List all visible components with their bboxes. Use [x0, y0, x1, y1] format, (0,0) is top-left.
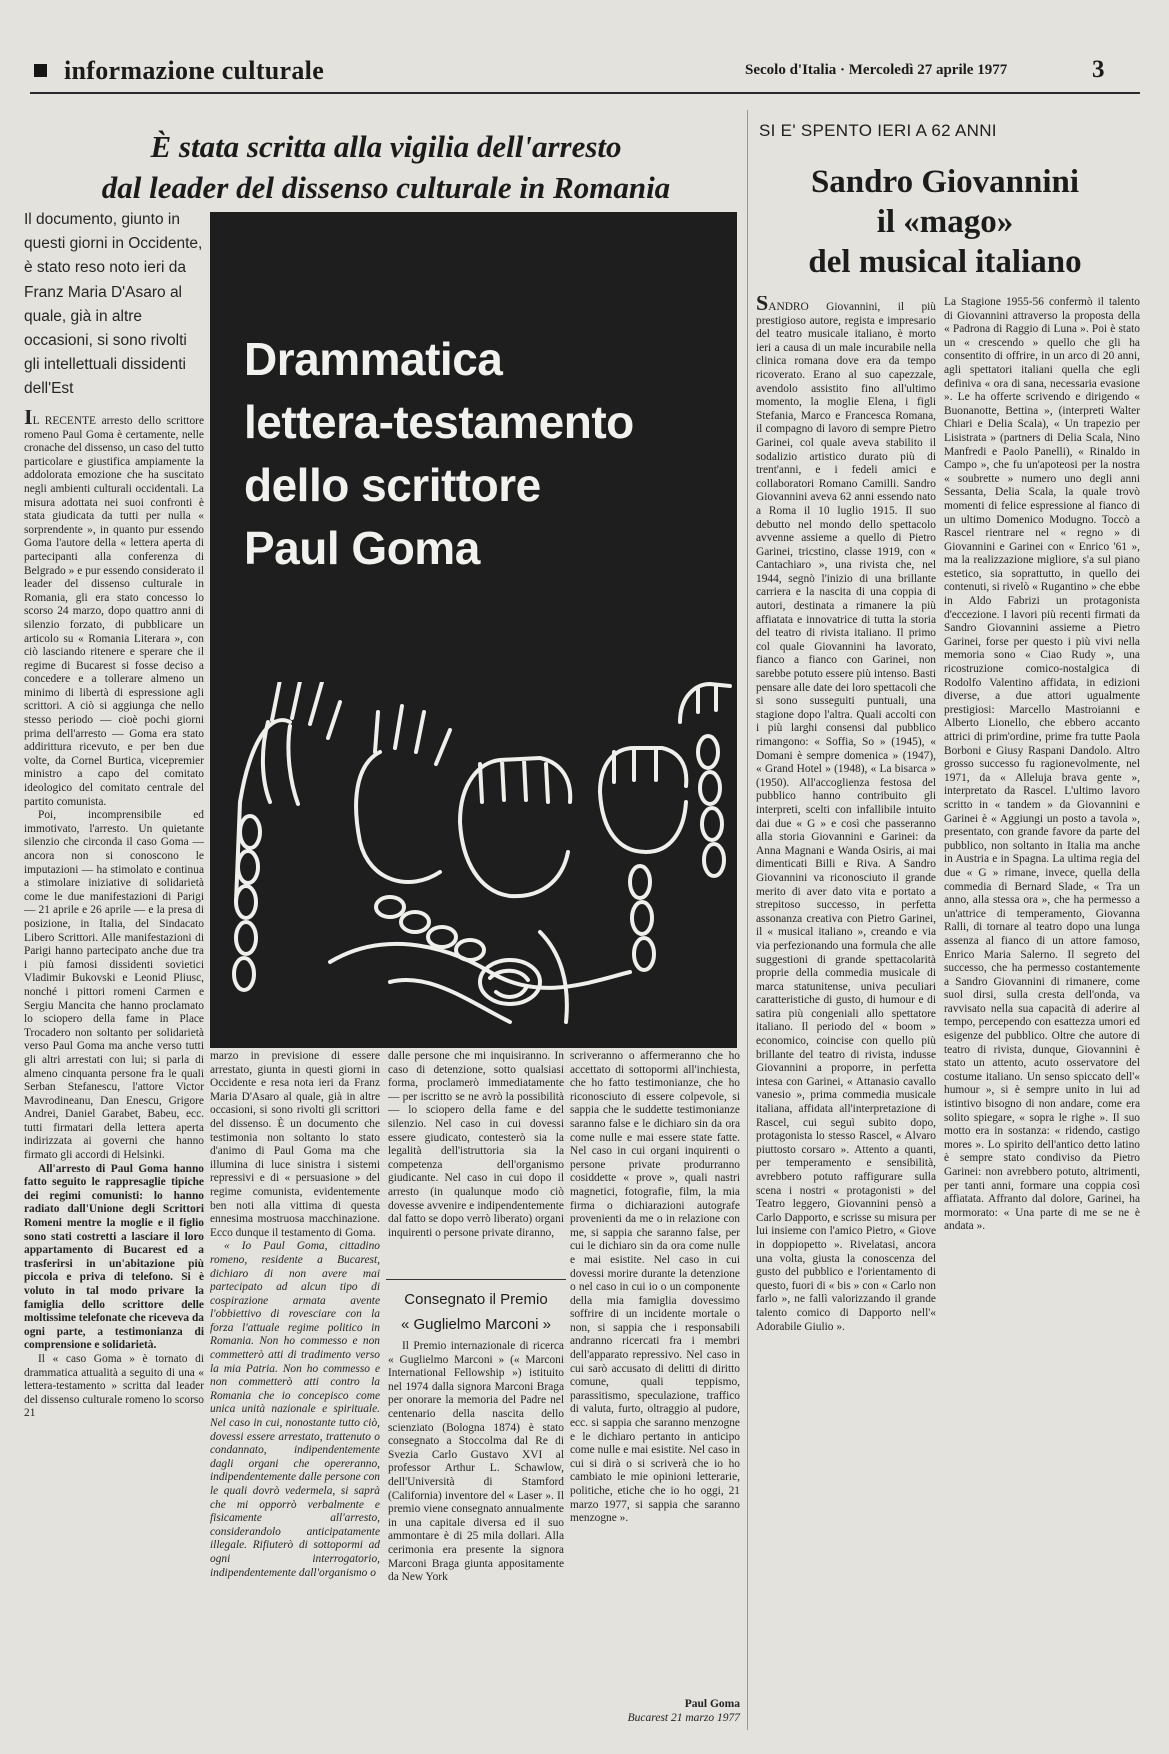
- giovannini-col1-para: [756, 296, 936, 1334]
- poster-title-line: Paul Goma: [244, 522, 480, 574]
- goma-headline: [36, 126, 736, 208]
- chained-hands-drawing: [210, 682, 737, 1048]
- goma-column-2: [210, 1050, 380, 1740]
- giovannini-headline-line: del musical italiano: [808, 244, 1082, 280]
- drop-cap: S: [756, 296, 769, 315]
- poster-title-line: Drammatica: [244, 333, 503, 385]
- signature-name: Paul Goma: [684, 1698, 740, 1710]
- section-name: informazione culturale: [64, 56, 325, 85]
- goma-col3-para: dalle persone che mi inquisiranno. In caso di detenzione, sotto qualsiasi forma, proclamerò immediatamente — per iscritto se ne avrò la possibilità — lo sciopero della fame e del silenzio. Nel caso in cui dovessi essere giudicato, contesterò sia la legalità dell'istruttoria sia la competenza dell'organismo giudicante. Nel caso in cui dopo il arresto (in qualunque modo ciò dovesse avvenire e indipendentemente dal fatto se dopo verrò liberato) organi inquirenti o persone private diranno,: [388, 1050, 564, 1239]
- poster-title-line: lettera-testamento: [244, 396, 634, 448]
- goma-col1-para: All'arresto di Paul Goma hanno fatto seguito le rappresaglie tipiche dei regimi comunisti: lo hanno radiato dall'Unione degli Scrittori Romeni mentre la moglie e il figlio sono stati costretti a lasciare il loro appartamento di Bucarest ed a trasferirsi in un'abitazione più piccola e priva di telefono. Si è voluto in tal modo privare la famiglia dello scrittore delle moltissime telefonate che riceveva da ogni parte, a testimonianza di comprensione e solidarietà.: [24, 1162, 204, 1352]
- marconi-box-rule: [386, 1279, 566, 1280]
- page-number: 3: [1092, 56, 1105, 83]
- marconi-para: Il Premio internazionale di ricerca « Guglielmo Marconi » (« Marconi International Fellowship ») istituito nel 1974 dalla signora Marconi Braga per onorare la memoria del Padre nel centenario della nascita dello scienziato (Bologna 1874) è stato consegnato a Stoccolma dal Re di Svezia Carlo Gustavo XVI al professor Arthur L. Schawlow, dell'Università di Stamford (California) inventore del « Laser ». Il premio viene consegnato annualmente in una capitale diversa ed il suo ammontare è di 25 mila dollari. Alla cerimonia era presente la signora Marconi Braga giunta appositamente da New York: [388, 1340, 564, 1584]
- marconi-body: [388, 1340, 564, 1740]
- goma-col1-para: Il « caso Goma » è tornato di drammatica attualità a seguito di una « lettera-testamento » scritta dal leader del dissenso culturale romeno lo scorso 21: [24, 1352, 204, 1420]
- goma-col1-text: L RECENTE arresto dello scrittore romeno Paul Goma è certamente, nelle cronache del dissenso, un caso del tutto particolare e giustifica ampiamente la addolorata emozione che ha suscitato negli ambienti culturali occidentali. La misura adottata nei suoi confronti è stata giudicata da tutti per nulla « sorprendente », in quanto pur essendo Goma l'autore della « lettera aperta di partecipanti alla conferenza di Belgrado » e pur essendo considerato il leader del dissenso culturale in Romania, gli era stato concesso lo scorso 24 marzo, dopo quattro anni di silenzio forzato, di pubblicare un articolo su « Romania Literara », con ciò lasciando ritenere e sperare che il regime di Bucarest si fosse deciso a concedere e a tollerare almeno un minimo di libertà di espressione agli scrittori. A ciò si aggiunga che nello stesso periodo — cioè pochi giorni prima dell'arresto — Goma era stato addirittura ricevuto, e per ben due volte, da Cornel Burtica, vicepremier ministro a capo del comitato ideologico del comitato centrale del partito comunista.: [24, 415, 204, 808]
- giovannini-column-1: [756, 296, 936, 1748]
- giovannini-headline-line: Sandro Giovannini: [810, 164, 1080, 200]
- marconi-heading-line1: Consegnato il Premio: [404, 1291, 548, 1308]
- poster-title: [244, 328, 724, 580]
- giovannini-column-2: [944, 296, 1140, 1748]
- marconi-heading: [388, 1287, 564, 1337]
- column-divider: [747, 110, 748, 1730]
- goma-headline-line1: È stata scritta alla vigilia dell'arresto: [150, 129, 622, 164]
- giovannini-col1-text: ANDRO Giovannini, il più prestigioso autore, regista e impresario del teatro musicale italiano, è morto ieri a causa di un male incurabile nella clinica romana dove era da tempo ricoverato. Erano al suo capezzale, avendolo assistito fino all'ultimo momento, la moglie Elena, i figli Stefania, Marco e Francesca Romana, il compagno di lavoro di sempre Pietro Garinei, col quale aveva stabilito il sodalizio artistico durato più di trent'anni, e i fedeli amici e collaboratori Romano Camilli. Sandro Giovannini aveva 62 anni essendo nato a Roma il 10 luglio 1915. Il suo debutto nel mondo dello spettacolo avvenne assieme a quello di Pietro Garinei, tricstino, classe 1919, con « Cantachiaro », una rivista che, nel 1944, segnò l'inizio di una brillante carriera e la nascita di una coppia di autori, destinata a rimanere la più affiatata e innovatrice di tutta la storia del teatro di rivista italiano. Il primo col quale Giovannini ha lavorato, fianco a fianco con Garinei, non sarebbe potuto essere più intenso. Basti pensare alle date dei loro spettacoli che si sono susseguiti puntuali, una stagione dopo l'altra. Quali accolti con i più larghi consensi dal pubblico rimangono: « Soffia, So » (1945), « Domani è sempre domenica » (1947), « Grand Hotel » (1948), « La bisarca » (1950). All'accoglienza festosa del pubblico hanno contribuito gli interpreti, scelti con infallibile intuito dai due « G » e così che passeranno alla storia Giovannini e Garinei: da Anna Magnani e Wanda Osiris, ai mai dimenticati Billi e Riva. A Sandro Giovannini va riconosciuto il grande merito di aver dato vita e portato a strepitoso successo, in perfetta assonanza creativa con Pietro Garinei, il « musical italiano », creando e via via perfezionando una formula che alle suggestioni di grande spettacolarità proprie della commedia musicale di marca statunitense, univa peculiari caratteristiche di gusto, di humour e di satira più congeniali allo spettatore italiano. Il periodo del « boom » economico, coincise con quello più brillante del teatro di rivista, indusse Giovannini a proporre, in perfetta intesa con Garinei, « Attanasio cavallo vanesio », prima commedia musicale italiana, affidata all'interpretazione di Rascel, cui seguì subito dopo, protagonista lo stesso Rascel, « Alvaro piuttosto corsaro ». Attento a quanti, per temperamento e sensibilità, avrebbero potuto raffigurare sulla scena i nostri « protagonisti » del Teatro leggero, Giovannini pensò a Carlo Dapporto, e scrisse su misura per lui insieme con l'amico Pietro, « Giove in doppiopetto ». Rivelatasi, ancora una volta, giusta la conoscenza del gusto del pubblico e l'orientamento di questo, fuori di « bis » con « Carlo non farlo », ne fallì valorizzando il grande talento comico di Dapporto nell'« Adorabile Giulio ».: [756, 301, 936, 1333]
- drop-cap: I: [24, 410, 33, 429]
- giovannini-col2-para: La Stagione 1955-56 confermò il talento di Giovannini attraverso la proposta della « Padrona di Raggio di Luna ». Poi è stato un « crescendo » quello che gli ha consentito di offrire, in un arco di 20 anni, agli spettatori italiani quella che egli definiva « ora di sana, necessaria evasione ». Le ha offerte scrivendo e dirigendo « Buonanotte, Bettina », (interpreti Walter Chiari e Delia Scala), « Un trapezio per Lisistrata » (partners di Delia Scala, Nino Manfredi e Paolo Panelli), « Rinaldo in Campo », che fu un'apoteosi per la nostra « soubrette » numero uno degli anni Sessanta, Delia Scala, la quale trovò momenti di felice espressione al fianco di un ultimo Domenico Modugno. Toccò a Rascel rientrare nel « regno » di Giovannini e Garinei con « Enrico '61 », ma la realizzazione migliore, s'a sul piano estetico, sia soprattutto, in quello dei contenuti, si rivelò « Rugantino » che ebbe in Aldo Fabrizi un protagonista d'eccezione. I lavori più recenti firmati da Sandro Giovannini assieme a Pietro Garinei, forse per questo i più vivi nella memoria sono « Ciao Rudy », una ricostruzione comico-nostalgica di Rodolfo Valentino affidata, in edizioni diverse, a due attori ugualmente prestigiosi: Marcello Mastroianni e Alberto Lionello, che ebbero accanto attrici di prim'ordine, prime fra tutte Paola Borboni e Giusy Raspani Dandolo. Altro grosso successo fu ragionevolmente, nel 1971, da « Alleluja brava gente », interpretato da Rascel. L'ultimo lavoro scritto in « tandem » da Giovannini e Garinei è « Aggiungi un posto a tavola », presentato, con grande favore da parte del pubblico, non soltanto in Italia ma anche in Austria e in Spagna. La ultima regia del due « G » rimane, invece, quella della commedia di Bernard Slade, « Tra un anno, alla stessa ora », che ha permesso a un'attrice di temperamento, Giovanna Ralli, di tornare al teatro dopo una lunga assenza al fianco di un attore famoso, Enrico Maria Salerno. Il segreto del successo, che ha permesso costantemente a Sandro Giovannini di rimanere, come suol dirsi, sulla cresta dell'onda, va ravvisato nella sua capacità di aderire al tempo, percependo con esattezza umori ed esigenze del pubblico. Oltre che autore di teatro di rivista, dunque, Giovannini è stato un attento, acuto osservatore del costume italiano. Un senso spiccato dell'« humour », si è sempre unito in lui ad istintivo bisogno di non andare, come era solito spiegare, « sopra le righe ». Il suo motto era in sostanza: « ridendo, castigo mores ». Lo spirito dell'antico detto latino è sempre stato condiviso da Pietro Garinei: non avrebbero potuto, altrimenti, per tanti anni, formare una coppia così affiatata. Affranto dal dolore, Garinei, ha mormorato: « Una parte di me se ne è andata ».: [944, 296, 1140, 1233]
- goma-intro: Il documento, giunto in questi giorni in Occidente, è stato reso noto ieri da Franz Maria D'Asaro al quale, già in altre occasioni, si sono rivolti gli intellettuali dissidenti dell'Est: [24, 211, 203, 398]
- goma-column-1: [24, 410, 204, 1746]
- goma-col1-para: [24, 410, 204, 809]
- giovannini-headline: [760, 162, 1130, 282]
- goma-column-4: [570, 1050, 740, 1690]
- goma-signature: [560, 1697, 740, 1725]
- signature-place: Bucarest 21 marzo 1977: [627, 1712, 740, 1724]
- header-rule: [30, 92, 1140, 94]
- masthead-date: Secolo d'Italia · Mercoledì 27 aprile 1977: [745, 62, 1008, 78]
- goma-headline-line2: dal leader del dissenso culturale in Romania: [101, 170, 671, 205]
- section-square-icon: [34, 64, 47, 77]
- giovannini-kicker: SI E' SPENTO IERI A 62 ANNI: [759, 121, 997, 140]
- marconi-heading-line2: « Guglielmo Marconi »: [400, 1316, 552, 1333]
- goma-col2-para: « Io Paul Goma, cittadino romeno, residente a Bucarest, dichiaro di non avere mai partecipato ad alcun tipo di cospirazione armata avente l'obbiettivo di rovesciare con la forza l'attuale regime politico in Romania. Non ho commesso e non commetterò atti di tradimento verso la mia Patria. Non ho commesso e non commetterò atti contro la Romania che io concepisco come unica unità nazionale e spirituale. Nel caso in cui, nonostante tutto ciò, dovessi essere arrestato, trattenuto o condannato, indipendentemente dagli organi che opereranno, indipendentemente dalle persone con le quali dovrò vedermela, si saprà che mi opporrò verbalmente e fisicamente all'arresto, considerandolo anticipatamente illegale. Rifiuterò di sottopormi ad ogni interrogatorio, indipendentemente dall'organismo o: [210, 1240, 380, 1579]
- goma-col2-para: marzo in previsione di essere arrestato, giunta in questi giorni in Occidente e resa nota ieri da Franz Maria D'Asaro al quale, già in altre occasioni, si sono rivolti gli scrittori del dissenso. È un documento che testimonia non soltanto lo stato d'animo di Paul Goma ma che illumina di luce sinistra i sistemi repressivi e di « persuasione » del regime comunista, evidentemente ben noti alla vittima di questa ennesima mostruosa macchinazione. Ecco dunque il testamento di Goma.: [210, 1050, 380, 1239]
- poster-illustration: [210, 212, 737, 1048]
- goma-column-3: [388, 1050, 564, 1276]
- giovannini-headline-line: il «mago»: [876, 204, 1014, 240]
- goma-col1-para: Poi, incomprensibile ed immotivato, l'arresto. Un quietante silenzio che circonda il caso Goma — ancora non si conoscono le imputazioni — ha stimolato e continua a stimolare iniziative di solidarietà come le due manifestazioni di Parigi — 21 aprile e 26 aprile — e la presa di posizione, in Italia, del Sindacato Libero Scrittori. Alle manifestazioni di Parigi hanno partecipato anche due tra i più famosi dissidenti sovietici Vladimir Bukovski e Leonid Pliusc, nonché i pittori romeni Carmen e Sergiu Mancita che hanno proclamato lo sciopero della fame in Place Trocadero non soltanto per solidarietà verso Paul Goma ma anche verso tutti gli altri arrestati con lui; si parla di almeno cinquanta persone fra le quali Serban Stefanescu, l'attore Victor Mavrodineanu, Dan Enescu, Grigore Andrei, Daniel Garabet, Babeu, ecc. tutti firmatari della lettera aperta indirizzata ai governi che hanno firmato gli accordi di Helsinki.: [24, 809, 204, 1162]
- goma-col4-para: scriveranno o affermeranno che ho accettato di sottopormi all'inchiesta, che ho fatto testimonianze, che ho riconosciuto di essere colpevole, si sappia che le suddette testimonianze saranno false e le dichiaro sin da ora come nulle e mai essere state fatte. Nel caso in cui organi inquirenti o persone private produrranno cosiddette « prove », quali nastri magnetici, fotografie, film, la mia firma o dichiarazioni autografe provenienti da me o in relazione con me, si sappia che saranno false, per cui le dichiaro sin da ora come nulle e mai esistite. Nel caso in cui dovessi morire durante la detenzione o nel caso in cui io o un componente della mia famiglia dovessimo soffrire di un incidente mortale o non, si sappia che i responsabili andranno ricercati fra i membri dell'apparato repressivo. Nel caso in cui sarò accusato di delitti di diritto comune, quali teppismo, parassitismo, speculazione, traffico di valuta, furto, oltraggio al pudore, ecc. si sappia che saranno menzogne e le dichiaro pertanto in anticipo come nulle e mai esistite. Nel caso in cui si dirà o si scriverà che io ho cambiato le mie opinioni letterarie, politiche, etiche che io ho oggi, 21 marzo 1977, si sappia che saranno menzogne ».: [570, 1050, 740, 1525]
- poster-title-line: dello scrittore: [244, 459, 541, 511]
